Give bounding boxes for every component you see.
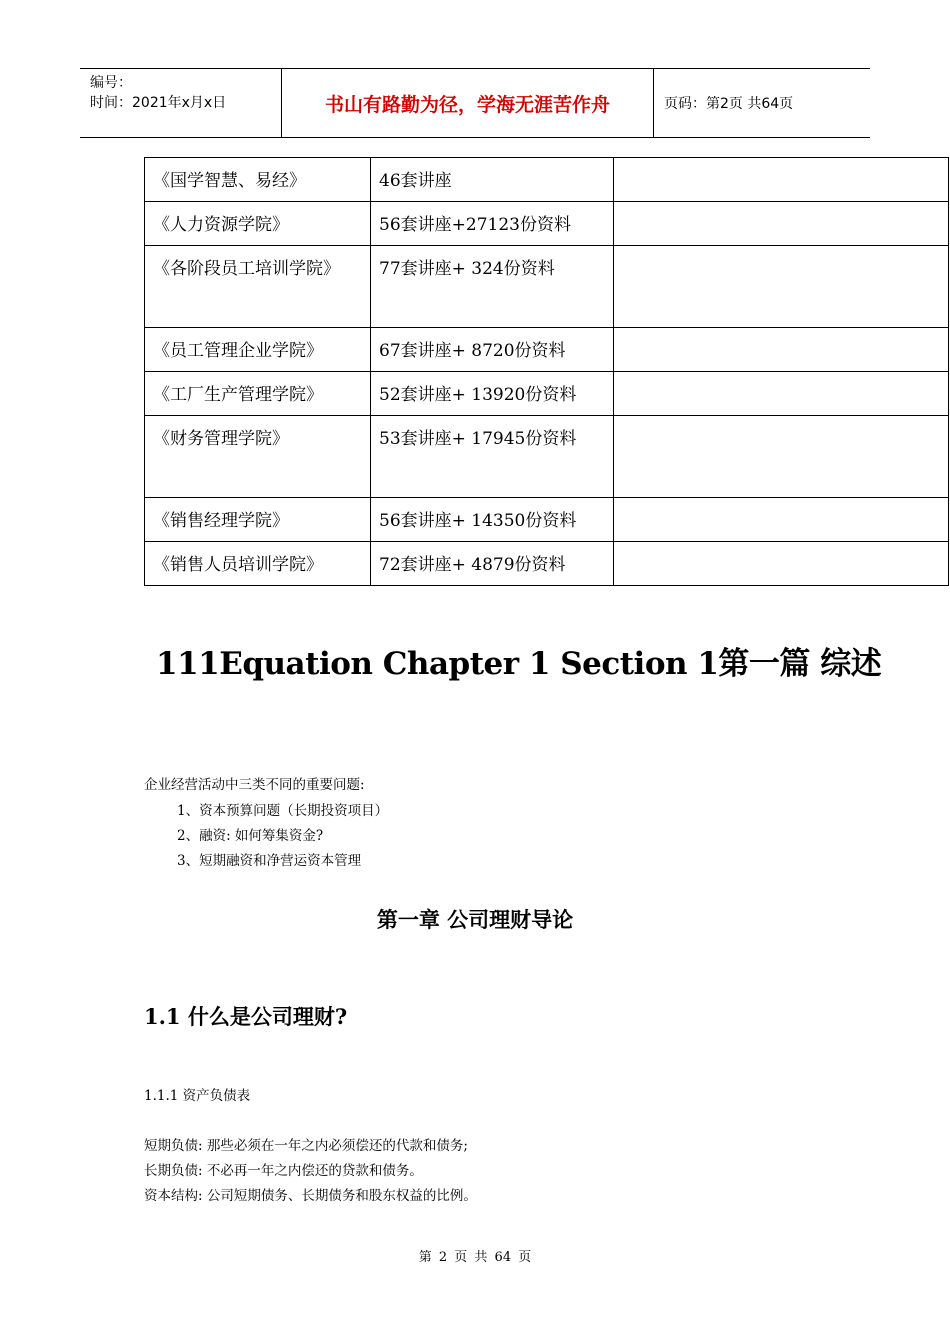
- course-name: 《工厂生产管理学院》: [145, 372, 371, 416]
- header-motto: 书山有路勤为径，学海无涯苦作舟: [282, 69, 654, 137]
- course-content: 52套讲座+ 13920份资料: [371, 372, 614, 416]
- course-content: 53套讲座+ 17945份资料: [371, 416, 614, 498]
- course-name: 《财务管理学院》: [145, 416, 371, 498]
- page-footer: 第 2 页 共 64 页: [418, 1250, 532, 1265]
- page-header: [80, 68, 870, 138]
- table-row: [145, 158, 949, 202]
- course-content: 72套讲座+ 4879份资料: [371, 542, 614, 586]
- course-extra: [614, 328, 949, 372]
- table-row: [145, 372, 949, 416]
- intro-lead: 企业经营活动中三类不同的重要问题:: [144, 777, 365, 793]
- course-name: 《员工管理企业学院》: [145, 328, 371, 372]
- course-content: 67套讲座+ 8720份资料: [371, 328, 614, 372]
- table-row: [145, 246, 949, 328]
- subsection-title: 1.1 什么是公司理财?: [144, 1004, 348, 1029]
- table-row: [145, 542, 949, 586]
- header-meta: [80, 69, 282, 137]
- subsubsection-title: 1.1.1 资产负债表: [144, 1088, 251, 1104]
- course-extra: [614, 498, 949, 542]
- course-name: 《销售经理学院》: [145, 498, 371, 542]
- definition-short-term-liabilities: 短期负债: 那些必须在一年之内必须偿还的代款和债务;: [144, 1138, 468, 1154]
- intro-item-1: 1、资本预算问题（长期投资项目）: [177, 803, 389, 819]
- course-content: 56套讲座+27123份资料: [371, 202, 614, 246]
- table-row: [145, 328, 949, 372]
- course-extra: [614, 372, 949, 416]
- course-extra: [614, 416, 949, 498]
- course-extra: [614, 246, 949, 328]
- table-row: [145, 498, 949, 542]
- definition-long-term-liabilities: 长期负债: 不必再一年之内偿还的贷款和债务。: [144, 1163, 423, 1179]
- course-content: 77套讲座+ 324份资料: [371, 246, 614, 328]
- intro-item-3: 3、短期融资和净营运资本管理: [177, 853, 362, 869]
- course-content: 46套讲座: [371, 158, 614, 202]
- course-extra: [614, 158, 949, 202]
- intro-item-2: 2、融资: 如何筹集资金?: [177, 828, 324, 844]
- table-row: [145, 416, 949, 498]
- course-name: 《各阶段员工培训学院》: [145, 246, 371, 328]
- table-row: [145, 202, 949, 246]
- header-page-label: 页码：第2页 共64页: [664, 96, 794, 112]
- chapter-title: 第一章 公司理财导论: [376, 907, 574, 932]
- document-time-label: 时间：2021年x月x日: [90, 95, 227, 111]
- course-extra: [614, 202, 949, 246]
- course-extra: [614, 542, 949, 586]
- course-table: [144, 157, 949, 586]
- course-name: 《人力资源学院》: [145, 202, 371, 246]
- course-name: 《国学智慧、易经》: [145, 158, 371, 202]
- course-name: 《销售人员培训学院》: [145, 542, 371, 586]
- document-number-label: 编号：: [90, 75, 132, 91]
- definition-capital-structure: 资本结构: 公司短期债务、长期债务和股东权益的比例。: [144, 1188, 477, 1204]
- section-title: 111Equation Chapter 1 Section 1第一篇 综述: [156, 646, 882, 682]
- course-content: 56套讲座+ 14350份资料: [371, 498, 614, 542]
